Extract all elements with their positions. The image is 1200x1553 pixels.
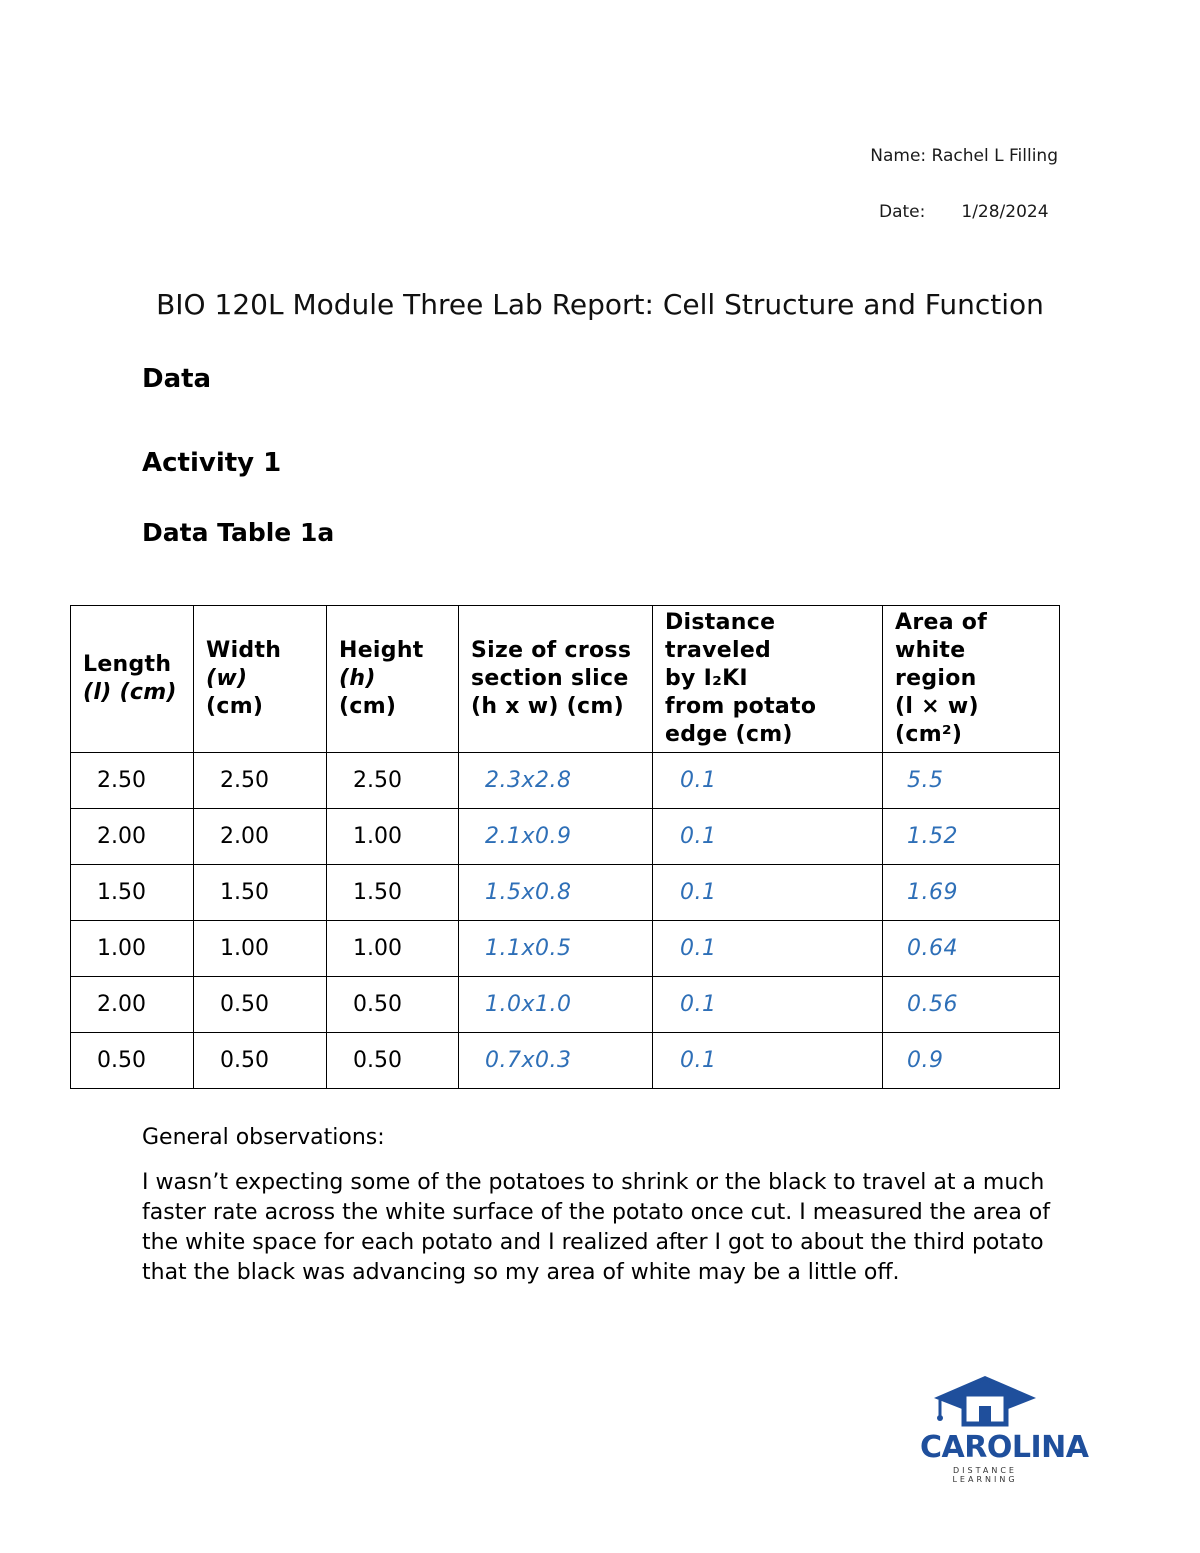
- column-header-6: [883, 606, 1060, 753]
- column-header-line: region: [895, 666, 977, 691]
- table-cell: 1.50: [71, 865, 194, 921]
- table-cell: 0.50: [71, 1033, 194, 1089]
- student-name: Name: Rachel L Filling: [870, 146, 1058, 166]
- column-header-line: (l × w): [895, 694, 979, 719]
- table-cell: 2.50: [71, 753, 194, 809]
- table-cell: 2.50: [194, 753, 327, 809]
- heading-activity: Activity 1: [142, 448, 282, 478]
- table-cell: 1.5x0.8: [459, 865, 653, 921]
- heading-data-table: Data Table 1a: [142, 518, 335, 547]
- column-header-line: (w): [206, 666, 248, 691]
- date-label: Date:: [879, 202, 926, 222]
- table-cell: 1.00: [327, 921, 459, 977]
- table-cell: 0.50: [194, 977, 327, 1033]
- column-header-line: from potato: [665, 694, 817, 719]
- table-cell: 1.50: [194, 865, 327, 921]
- column-header-line: (cm): [339, 694, 397, 719]
- column-header-3: [327, 606, 459, 753]
- column-header-5: [653, 606, 883, 753]
- column-header-line: Height: [339, 638, 424, 663]
- column-header-line: Area of: [895, 610, 988, 635]
- table-row: [71, 809, 1060, 865]
- table-cell: 1.1x0.5: [459, 921, 653, 977]
- table-cell: 1.52: [883, 809, 1060, 865]
- table-cell: 1.00: [71, 921, 194, 977]
- table-cell: 0.50: [327, 1033, 459, 1089]
- table-cell: 2.00: [71, 809, 194, 865]
- date-line: [879, 202, 1049, 222]
- table-row: [71, 977, 1060, 1033]
- table-row: [71, 921, 1060, 977]
- table-cell: 2.00: [194, 809, 327, 865]
- column-header-line: (cm²): [895, 722, 963, 747]
- table-row: [71, 865, 1060, 921]
- table-cell: 0.64: [883, 921, 1060, 977]
- column-header-line: (l) (cm): [83, 680, 177, 705]
- date-value: 1/28/2024: [961, 202, 1049, 222]
- data-table-1a: [70, 605, 1060, 1089]
- table-header-row: [71, 606, 1060, 753]
- column-header-1: [71, 606, 194, 753]
- column-header-line: Width: [206, 638, 282, 663]
- logo-wordmark: CAROLINA: [920, 1430, 1089, 1465]
- table-cell: 2.00: [71, 977, 194, 1033]
- column-header-4: [459, 606, 653, 753]
- table-body: [71, 753, 1060, 1089]
- table-cell: 1.00: [327, 809, 459, 865]
- column-header-line: (h x w) (cm): [471, 694, 624, 719]
- table-cell: 2.3x2.8: [459, 753, 653, 809]
- column-header-line: section slice: [471, 666, 629, 691]
- column-header-line: traveled: [665, 638, 772, 663]
- table-row: [71, 753, 1060, 809]
- observations-label: General observations:: [142, 1125, 385, 1150]
- table-cell: 0.50: [327, 977, 459, 1033]
- column-header-line: Length: [83, 652, 172, 677]
- table-cell: 1.0x1.0: [459, 977, 653, 1033]
- column-header-line: white: [895, 638, 966, 663]
- column-header-line: (cm): [206, 694, 264, 719]
- table-cell: 0.56: [883, 977, 1060, 1033]
- table-cell: 1.69: [883, 865, 1060, 921]
- logo-subtitle: DISTANCE LEARNING: [952, 1466, 1018, 1484]
- column-header-line: Size of cross: [471, 638, 632, 663]
- table-cell: 0.1: [653, 921, 883, 977]
- table-cell: 0.1: [653, 865, 883, 921]
- table-cell: 2.1x0.9: [459, 809, 653, 865]
- table-cell: 0.1: [653, 977, 883, 1033]
- table-cell: 1.50: [327, 865, 459, 921]
- table-row: [71, 1033, 1060, 1089]
- document-title: BIO 120L Module Three Lab Report: Cell Structure and Function: [156, 288, 1044, 321]
- column-header-line: (h): [339, 666, 376, 691]
- column-header-line: Distance: [665, 610, 776, 635]
- table-cell: 0.50: [194, 1033, 327, 1089]
- heading-data: Data: [142, 364, 212, 394]
- observations-text: I wasn’t expecting some of the potatoes to shrink or the black to travel at a much faster rate across the white surface of the potato once cut. I measured the area of the white space for each potato and I realized after I got to about the third potato that the black was advancing so my area of white may be a little off.: [142, 1170, 1051, 1285]
- table-cell: 0.1: [653, 753, 883, 809]
- table-cell: 0.7x0.3: [459, 1033, 653, 1089]
- table-cell: 2.50: [327, 753, 459, 809]
- table-cell: 0.1: [653, 1033, 883, 1089]
- table-cell: 5.5: [883, 753, 1060, 809]
- column-header-line: by I₂KI: [665, 666, 748, 691]
- column-header-2: [194, 606, 327, 753]
- column-header-line: edge (cm): [665, 722, 793, 747]
- table-cell: 1.00: [194, 921, 327, 977]
- table-cell: 0.1: [653, 809, 883, 865]
- table-cell: 0.9: [883, 1033, 1060, 1089]
